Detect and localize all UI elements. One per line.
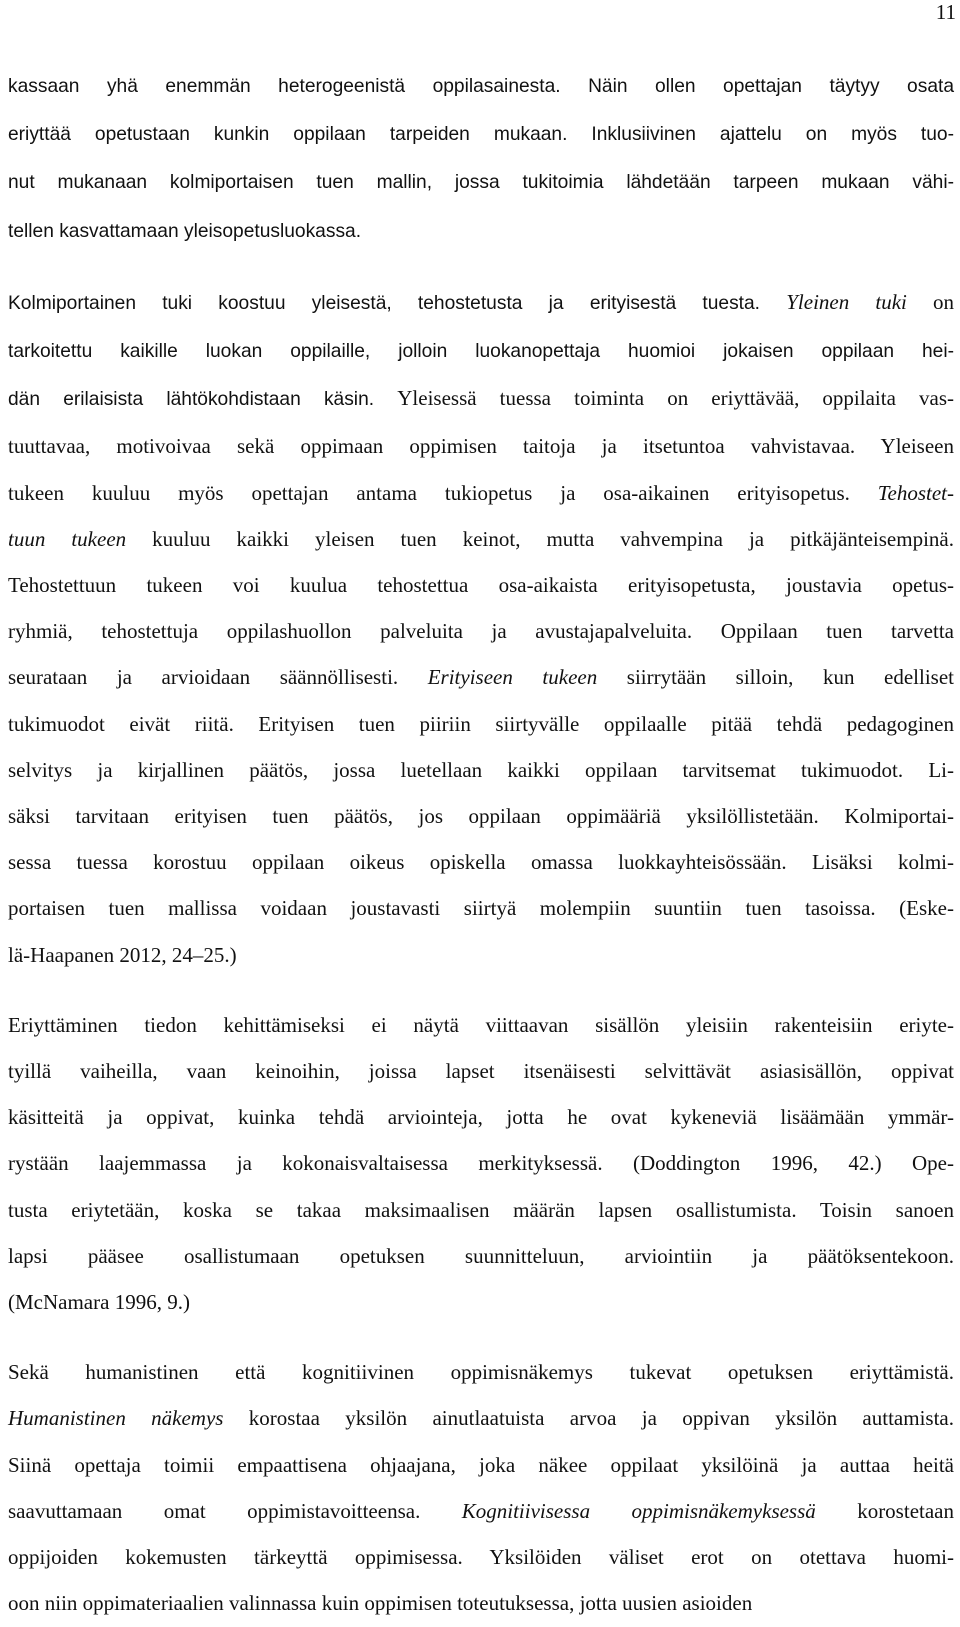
text-line	[8, 110, 954, 158]
text-line	[8, 608, 954, 654]
text-line	[8, 1279, 954, 1325]
text-run: tyillä vaiheilla, vaan keinoihin, joissa lapset itsenäisesti selvittävät asiasisällön, oppivat	[8, 1059, 954, 1084]
text-run: rystään laajemmassa ja kokonaisvaltaisessa merkityksessä. (Doddington 1996, 42.) Ope-	[8, 1151, 954, 1176]
text-run: dän erilaisista lähtökohdistaan käsin.	[8, 389, 398, 411]
text-run: Tehostettuun tukeen voi kuulua tehostettua osa-aikaista erityisopetusta, joustavia opetus-	[8, 573, 954, 598]
text-line	[8, 1442, 954, 1488]
text-run: käsitteitä ja oppivat, kuinka tehdä arviointeja, jotta he ovat kykeneviä lisäämään ymmär-	[8, 1105, 954, 1130]
text-line	[8, 793, 954, 839]
text-run: korostaa yksilön ainutlaatuista arvoa ja oppivan yksilön auttamista.	[223, 1406, 954, 1431]
italic-term: Yleinen tuki	[786, 289, 907, 314]
text-line	[8, 423, 954, 469]
text-line	[8, 1094, 954, 1140]
text-run: nut mukanaan kolmiportaisen tuen mallin, jossa tukitoimia lähdetään tarpeen mukaan vähi-	[8, 172, 954, 194]
text-run: ryhmiä, tehostettuja oppilashuollon palveluita ja avustajapalveluita. Oppilaan tuen tarvetta	[8, 619, 954, 644]
text-line	[8, 747, 954, 793]
text-line	[8, 62, 954, 110]
text-run: Yleisessä tuessa toiminta on eriyttävää, oppilaita vas-	[397, 386, 954, 411]
text-run: kassaan yhä enemmän heterogeenistä oppilasainesta. Näin ollen opettajan täytyy osata	[8, 76, 954, 97]
text-run: lä-Haapanen 2012, 24–25.)	[8, 942, 237, 967]
text-run: sessa tuessa korostuu oppilaan oikeus opiskella omassa luokkayhteisössään. Lisäksi kolmi-	[8, 850, 954, 875]
text-run: saavuttamaan omat oppimistavoitteensa.	[8, 1498, 462, 1523]
paragraph-2	[8, 279, 954, 978]
text-line	[8, 839, 954, 885]
text-line	[8, 1395, 954, 1441]
text-line	[8, 1534, 954, 1580]
text-line	[8, 1349, 954, 1395]
text-run: tellen kasvattamaan yleisopetusluokassa.	[8, 220, 362, 242]
text-run: Siinä opettaja toimii empaattisena ohjaajana, joka näkee oppilaat yksilöinä ja auttaa heitä	[8, 1452, 954, 1477]
text-line	[8, 1233, 954, 1279]
text-line	[8, 1187, 954, 1233]
text-run: eriyttää opetustaan kunkin oppilaan tarpeiden mukaan. Inklusiivinen ajattelu on myös tuo-	[8, 124, 954, 146]
text-run: tusta eriytetään, koska se takaa maksimaalisen määrän lapsen osallistumista. Toisin sanoen	[8, 1197, 954, 1222]
text-line	[8, 1488, 954, 1534]
text-run: Sekä humanistinen että kognitiivinen oppimisnäkemys tukevat opetuksen eriyttämistä.	[8, 1360, 954, 1385]
text-run: tuuttavaa, motivoivaa sekä oppimaan oppimisen taitoja ja itsetuntoa vahvistavaa. Yleiseen	[8, 434, 954, 459]
text-run: portaisen tuen mallissa voidaan joustavasti siirtyä molempiin suuntiin tuen tasoissa. (Eske-	[8, 896, 954, 921]
text-line	[8, 375, 954, 423]
document-body	[8, 62, 954, 1627]
text-line	[8, 701, 954, 747]
text-run: seurataan ja arvioidaan säännöllisesti.	[8, 665, 428, 690]
text-run: Kolmiportainen tuki koostuu yleisestä, tehostetusta ja erityisestä tuesta.	[8, 292, 787, 314]
text-run: selvitys ja kirjallinen päätös, jossa luetellaan kaikki oppilaan tarvitsemat tukimuodot. Li-	[8, 757, 954, 782]
paragraph-4	[8, 1349, 954, 1626]
text-run: (McNamara 1996, 9.)	[8, 1290, 190, 1315]
page-number: 11	[935, 0, 956, 24]
text-line	[8, 932, 954, 978]
text-line	[8, 1002, 954, 1048]
text-run: tarkoitettu kaikille luokan oppilaille, jolloin luokanopettaja huomioi jokaisen oppilaan hei-	[8, 341, 954, 363]
text-line	[8, 158, 954, 206]
text-line	[8, 1048, 954, 1094]
text-run: tukeen kuuluu myös opettajan antama tukiopetus ja osa-aikainen erityisopetus.	[8, 480, 878, 505]
text-line	[8, 1140, 954, 1186]
italic-term: tuun tukeen	[8, 526, 127, 551]
italic-term: Erityiseen tukeen	[427, 665, 598, 690]
italic-term: Kognitiivisessa oppimisnäkemyksessä	[461, 1498, 816, 1523]
italic-term: Humanistinen näkemys	[8, 1406, 224, 1431]
paragraph-3	[8, 1002, 954, 1325]
text-run: säksi tarvitaan erityisen tuen päätös, jos oppilaan oppimääriä yksilöllistetään. Kolmiportai-	[8, 804, 954, 829]
text-line	[8, 562, 954, 608]
text-run: lapsi pääsee osallistumaan opetuksen suunnitteluun, arviointiin ja päätöksentekoon.	[8, 1243, 954, 1268]
text-run: siirrytään silloin, kun edelliset	[597, 665, 954, 690]
text-line	[8, 516, 954, 562]
text-run: tukimuodot eivät riitä. Erityisen tuen piiriin siirtyvälle oppilaalle pitää tehdä pedagoginen	[8, 711, 954, 736]
text-line	[8, 327, 954, 375]
italic-term: Tehostet-	[877, 480, 954, 505]
text-run: on	[906, 289, 955, 314]
text-line	[8, 885, 954, 931]
text-line	[8, 207, 954, 255]
text-run: korostetaan	[815, 1498, 954, 1523]
text-line	[8, 470, 954, 516]
text-run: oon niin oppimateriaalien valinnassa kuin oppimisen toteutuksessa, jotta uusien asioiden	[8, 1591, 753, 1616]
text-run: Eriyttäminen tiedon kehittämiseksi ei näytä viittaavan sisällön yleisiin rakenteisiin eriyte-	[8, 1012, 954, 1037]
text-run: kuuluu kaikki yleisen tuen keinot, mutta vahvempina ja pitkäjänteisempinä.	[126, 526, 954, 551]
paragraph-1	[8, 62, 954, 255]
text-run: oppijoiden kokemusten tärkeyttä oppimisessa. Yksilöiden väliset erot on otettava huomi-	[8, 1545, 954, 1570]
text-line	[8, 654, 954, 700]
text-line	[8, 1580, 954, 1626]
text-line	[8, 279, 954, 327]
